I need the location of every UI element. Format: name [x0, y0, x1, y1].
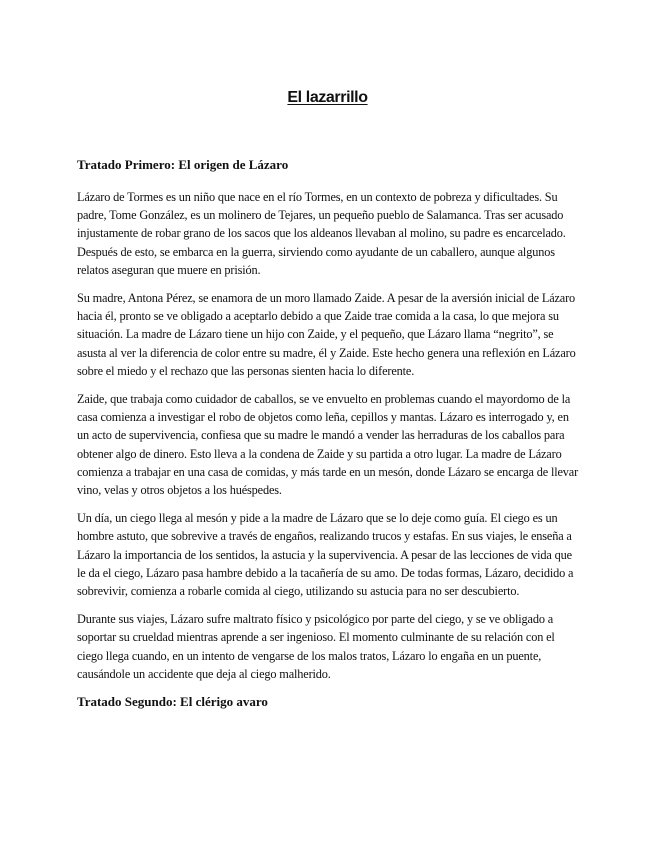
paragraph-2: Su madre, Antona Pérez, se enamora de un moro llamado Zaide. A pesar de la aversión inicial de Lázaro hacia él, pronto se ve obligado a aceptarlo debido a que Zaide trae comida a la casa, lo que mejora su situación. La madre de Lázaro tiene un hijo con Zaide, y el pequeño, que Lázaro llama “negrito”, se asusta al ver la diferencia de color entre su madre, él y Zaide. Este hecho genera una reflexión en Lázaro sobre el miedo y el rechazo que las personas sienten hacia lo diferente.	[77, 291, 576, 378]
paragraph-4: Un día, un ciego llega al mesón y pide a la madre de Lázaro que se lo deje como guía. El ciego es un hombre astuto, que sobrevive a través de engaños, realizando trucos y estafas. En sus viajes, le enseña a Lázaro la importancia de los sentidos, la astucia y la supervivencia. A pesar de las lecciones de vida que le da el ciego, Lázaro pasa hambre debido a la tacañería de su amo. De todas formas, Lázaro, decidido a sobrevivir, comienza a robarle comida al ciego, utilizando su astucia para no ser descubierto.	[77, 511, 574, 599]
paragraph-1: Lázaro de Tormes es un niño que nace en el río Tormes, en un contexto de pobreza y dificultades. Su padre, Tome González, es un molinero de Tejares, un pequeño pueblo de Salamanca. Tras ser acusado injustamente de robar grano de los sacos que los aldeanos llevaban al molino, su padre es encarcelado. Después de esto, se embarca en la guerra, sirviendo como ayudante de un caballero, aunque algunos relatos aseguran que muere en prisión.	[77, 190, 566, 277]
paragraph-3: Zaide, que trabaja como cuidador de caballos, se ve envuelto en problemas cuando el mayordomo de la casa comienza a investigar el robo de objetos como leña, cepillos y mantas. Lázaro es interrogado y, en un acto de supervivencia, confiesa que su madre le mandó a vender las herraduras de los caballos para obtener algo de dinero. Esto lleva a la condena de Zaide y su partida a otro lugar. La madre de Lázaro comienza a trabajar en una casa de comidas, y más tarde en un mesón, donde Lázaro se encarga de llevar vino, velas y otros objetos a los huéspedes.	[77, 392, 579, 498]
section-heading-tratado-primero: Tratado Primero: El origen de Lázaro	[77, 157, 289, 172]
document-title: El lazarrillo	[287, 89, 368, 106]
paragraph-5: Durante sus viajes, Lázaro sufre maltrato físico y psicológico por parte del ciego, y se ve obligado a soportar su crueldad mientras aprende a ser ingenioso. El momento culminante de su relación con el ciego llega cuando, en un intento de vengarse de los malos tratos, Lázaro lo engaña en un puente, causándole un accidente que deja al ciego malherido.	[77, 612, 555, 681]
document-body	[77, 156, 579, 725]
section-heading-tratado-segundo: Tratado Segundo: El clérigo avaro	[77, 694, 268, 710]
